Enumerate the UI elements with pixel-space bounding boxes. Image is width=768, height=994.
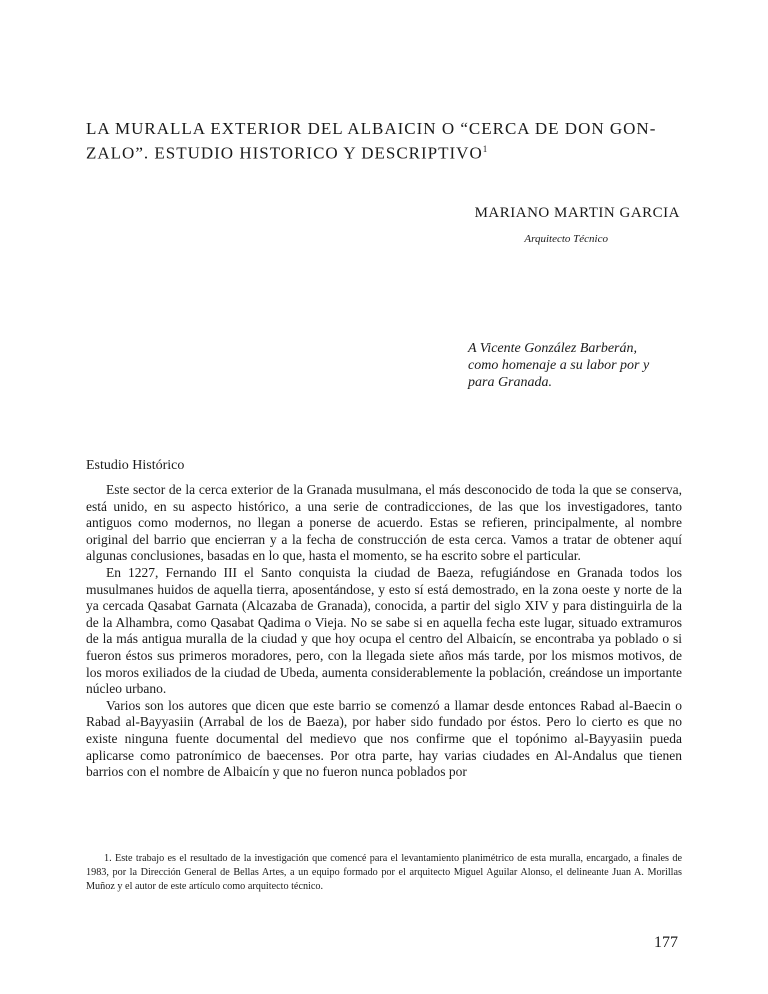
title-footnote-mark: 1 [482,144,489,154]
footnote: 1. Este trabajo es el resultado de la investigación que comencé para el levantamiento planimétrico de esta muralla, encargado, a finales de 1983, por la Dirección General de Bellas Artes, a un equipo formado por el arquitecto Miguel Aguilar Alonso, el delineante Juan A. Morillas Muñoz y el autor de este artículo como arquitecto técnico. [86,853,682,892]
dedication-line: A Vicente González Barberán, [468,341,638,356]
article-title [86,118,706,164]
dedication-line: para Granada. [468,375,553,390]
dedication [468,340,688,391]
article-title-text: LA MURALLA EXTERIOR DEL ALBAICIN O “CERCA DE DON GON- ZALO”. ESTUDIO HISTORICO Y DESCRIPTIVO [86,119,657,163]
author-role: Arquitecto Técnico [524,233,608,245]
paragraph: Varios son los autores que dicen que este barrio se comenzó a llamar desde entonces Rabad al-Baecin o Rabad al-Bayyasiin (Arrabal de los de Baeza), por haber sido fundado por éstos. Pero lo cierto es que no existe ninguna fuente documental del medievo que nos confirme que el topónimo al-Bayyasiin pueda aplicarse como patronímico de baecenses. Por otra parte, hay varias ciudades en Al-Andalus que tienen barrios con el nombre de Albaicín y que no fueron nunca poblados por [86,697,682,780]
body-text [86,482,682,781]
page-number: 177 [654,934,678,951]
author-name: MARIANO MARTIN GARCIA [474,205,680,221]
paragraph: Este sector de la cerca exterior de la Granada musulmana, el más desconocido de toda la que se conserva, está unido, en su aspecto histórico, a una serie de contradicciones, de las que los investigadores, tanto antiguos como modernos, no llegan a ponerse de acuerdo. Estas se refieren, principalmente, al nombre original del barrio que encierran y a la fecha de construcción de esta cerca. Vamos a tratar de obtener aquí algunas conclusiones, basadas en lo que, hasta el momento, se ha escrito sobre el particular. [86,482,682,564]
paragraph: En 1227, Fernando III el Santo conquista la ciudad de Baeza, refugiándose en Granada todos los musulmanes huidos de aquella tierra, aposentándose, y esto sí está demostrado, en la zona oeste y norte de la ya cercada Qasabat Garnata (Alcazaba de Granada), conocida, a partir del siglo XIV y para distinguirla de la de la Alhambra, como Qasabat Qadima o Vieja. No se sabe si en aquella fecha este lugar, situado extramuros de la más antigua muralla de la ciudad y que hoy ocupa el centro del Albaicín, se encontraba ya poblado o si fueron éstos sus primeros moradores, pero, con la llegada siete años más tarde, por los mismos motivos, de los moros exiliados de la ciudad de Ubeda, aumenta considerablemente la población, creándose un importante núcleo urbano. [86,564,682,697]
section-heading: Estudio Histórico [86,458,185,473]
dedication-line: como homenaje a su labor por y [468,358,650,373]
